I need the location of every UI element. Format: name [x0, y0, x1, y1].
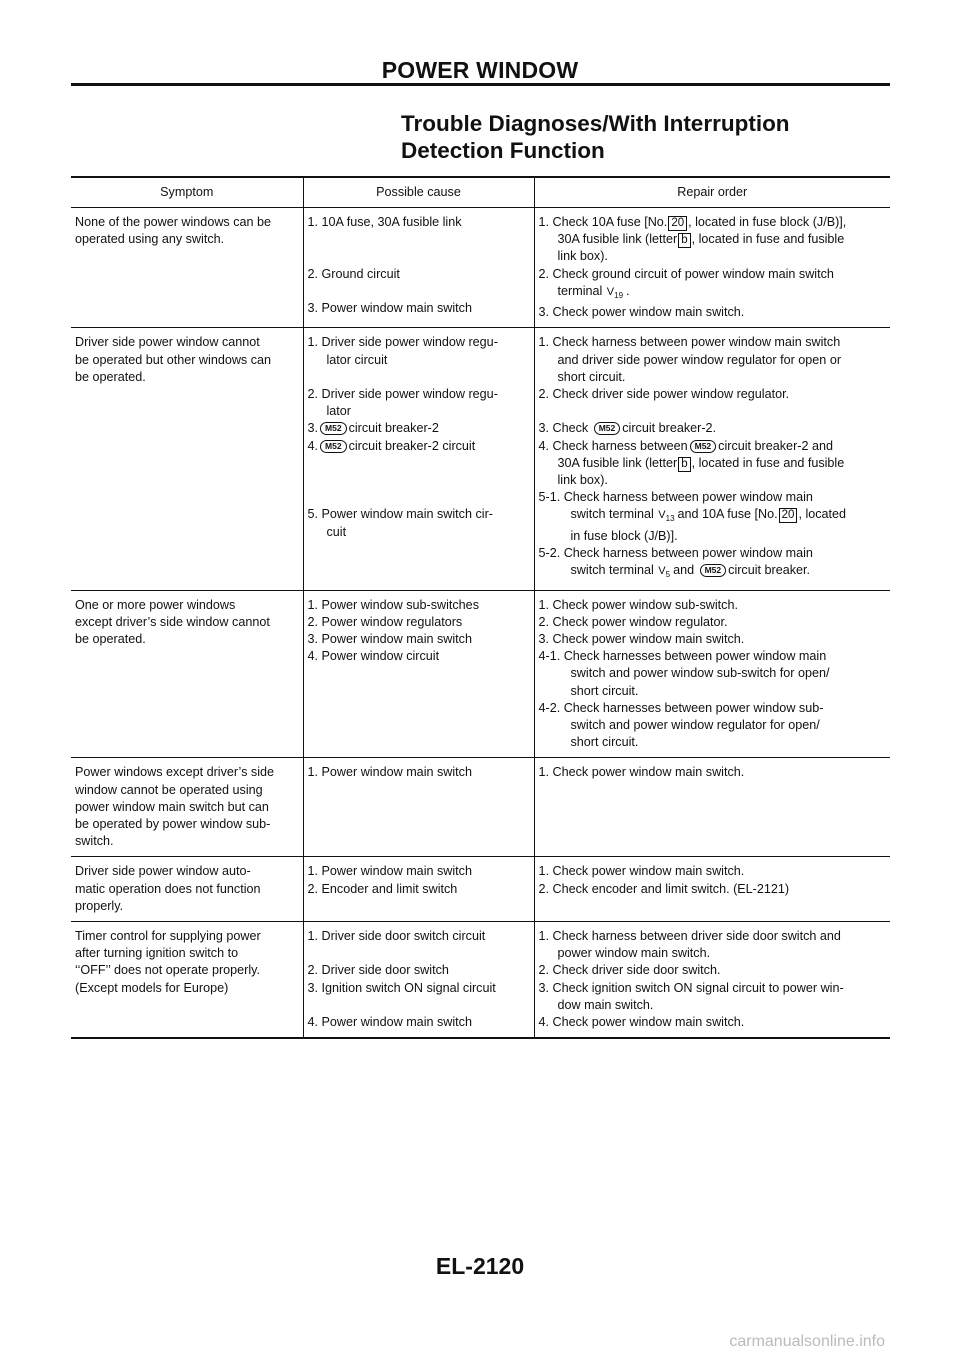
cause-line: 3. M52 circuit breaker-2 — [307, 421, 439, 436]
repair-line: short circuit. — [570, 735, 639, 750]
cause-cell — [303, 328, 534, 590]
connector-m52-icon: M52 — [594, 422, 621, 435]
repair-line: 3. Check ignition switch ON signal circuit to power win- — [538, 980, 844, 995]
cause-line: 3. Power window main switch — [307, 632, 472, 647]
terminal-v-icon: $V_5$ — [658, 565, 671, 580]
fuse-number-box: 20 — [779, 508, 798, 523]
repair-line: dow main switch. — [557, 997, 654, 1012]
symptom-line: switch. — [75, 834, 114, 849]
repair-line: 2. Check driver side power window regulator. — [538, 387, 790, 402]
cause-line: 3. Power window main switch — [307, 300, 472, 315]
repair-line: in fuse block (J/B)]. — [570, 528, 678, 543]
repair-line: switch and power window sub-switch for open/ — [570, 666, 830, 681]
table-row — [71, 922, 890, 1039]
repair-line: 2. Check driver side door switch. — [538, 963, 721, 978]
symptom-line: Driver side power window auto- — [75, 864, 251, 879]
repair-line: 1. Check power window sub-switch. — [538, 597, 738, 612]
section-title-line-2: Detection Function — [401, 138, 605, 163]
cause-line: 2. Power window regulators — [307, 614, 463, 629]
repair-line: short circuit. — [557, 369, 626, 384]
repair-cell — [534, 590, 890, 758]
repair-cell — [534, 208, 890, 328]
table-row — [71, 758, 890, 857]
cause-cell — [303, 857, 534, 922]
symptom-cell — [71, 857, 303, 922]
symptom-cell — [71, 590, 303, 758]
symptom-line: Timer control for supplying power — [75, 929, 261, 944]
repair-line: and driver side power window regulator for open or — [557, 352, 842, 367]
table-row — [71, 328, 890, 590]
cause-cell — [303, 590, 534, 758]
header-repair-order: Repair order — [534, 177, 890, 208]
terminal-v-icon: $V_{13}$ — [658, 509, 675, 524]
symptom-line: properly. — [75, 898, 124, 913]
cause-line: 1. Driver side power window regu- — [307, 335, 498, 350]
repair-line: 30A fusible link (letter b , located in fuse and fusible — [557, 455, 845, 470]
watermark: carmanualsonline.info — [729, 1333, 885, 1350]
repair-cell — [534, 857, 890, 922]
cause-line: lator — [326, 404, 351, 419]
repair-line: switch terminal $V_5$ and M52 circuit breaker. — [539, 562, 887, 583]
repair-line: 2. Check encoder and limit switch. (EL-2121) — [538, 881, 790, 896]
repair-line: 2. Check power window regulator. — [538, 614, 728, 629]
repair-line: power window main switch. — [557, 946, 711, 961]
symptom-line: (Except models for Europe) — [75, 980, 229, 995]
symptom-line: power window main switch but can — [75, 799, 269, 814]
cause-line: 3. Ignition switch ON signal circuit — [307, 980, 496, 995]
repair-line: 3. Check power window main switch. — [538, 632, 745, 647]
symptom-line: One or more power windows — [75, 597, 236, 612]
cause-line: 4. Power window circuit — [307, 649, 440, 664]
cause-cell — [303, 922, 534, 1039]
cause-line: 1. Power window sub-switches — [307, 597, 479, 612]
page-header-title: POWER WINDOW — [381, 57, 579, 83]
repair-line: 4-1. Check harnesses between power window main — [538, 649, 827, 664]
repair-line: 5-2. Check harness between power window main — [538, 546, 813, 561]
symptom-line: be operated. — [75, 632, 146, 647]
repair-line: link box). — [557, 473, 608, 488]
terminal-v-icon: $V_{19}$ — [606, 285, 624, 300]
cause-line: 2. Encoder and limit switch — [307, 881, 458, 896]
repair-line: 3. Check power window main switch. — [538, 305, 745, 320]
symptom-line: Power windows except driver’s side — [75, 765, 275, 780]
repair-cell — [534, 328, 890, 590]
repair-line: 4. Check harness between M52 circuit breaker-2 and — [538, 438, 833, 453]
table-row — [71, 590, 890, 758]
repair-line: 3. Check M52 circuit breaker-2. — [538, 421, 717, 436]
repair-line: 1. Check harness between driver side door switch and — [538, 929, 841, 944]
repair-cell — [534, 922, 890, 1039]
repair-line: 1. Check power window main switch. — [538, 864, 745, 879]
header-possible-cause: Possible cause — [303, 177, 534, 208]
cause-line: 1. Power window main switch — [307, 765, 472, 780]
symptom-line: be operated. — [75, 369, 146, 384]
repair-line: 2. Check ground circuit of power window main switch — [538, 266, 834, 281]
header-symptom: Symptom — [160, 184, 214, 199]
symptom-cell — [71, 328, 303, 590]
page-code: EL-2120 — [435, 1253, 525, 1279]
symptom-line: operated using any switch. — [75, 232, 225, 247]
repair-line: 1. Check harness between power window main switch — [538, 335, 841, 350]
cause-line: 4. Power window main switch — [307, 1015, 472, 1030]
cause-line: lator circuit — [326, 352, 388, 367]
symptom-line: window cannot be operated using — [75, 782, 263, 797]
symptom-line: except driver’s side window cannot — [75, 614, 270, 629]
fuse-number-box: 20 — [668, 216, 687, 231]
repair-cell — [534, 758, 890, 857]
section-title — [401, 110, 790, 164]
connector-m52-icon: M52 — [690, 440, 717, 453]
cause-line: 2. Ground circuit — [307, 266, 400, 281]
cause-line: cuit — [326, 524, 347, 539]
repair-line: link box). — [557, 249, 608, 264]
symptom-line: ‘‘OFF’’ does not operate properly. — [75, 963, 261, 978]
cause-cell — [303, 758, 534, 857]
symptom-cell — [71, 208, 303, 328]
connector-m52-icon: M52 — [320, 422, 347, 435]
table-row — [71, 857, 890, 922]
repair-line: 5-1. Check harness between power window main — [538, 490, 813, 505]
repair-line: switch terminal $V_{13}$ and 10A fuse [No. 20 , located — [539, 506, 887, 527]
repair-line: switch and power window regulator for open/ — [570, 718, 820, 733]
cause-line: 5. Power window main switch cir- — [307, 507, 493, 522]
repair-line: 4. Check power window main switch. — [538, 1015, 745, 1030]
connector-m52-icon: M52 — [700, 564, 727, 577]
repair-line: 1. Check 10A fuse [No. 20 , located in fuse block (J/B)], — [538, 215, 847, 229]
repair-line: short circuit. — [570, 683, 639, 698]
symptom-cell — [71, 922, 303, 1039]
table-row — [71, 208, 890, 328]
header-rule — [71, 83, 890, 86]
symptom-line: be operated by power window sub- — [75, 817, 271, 832]
symptom-cell — [71, 758, 303, 857]
symptom-line: be operated but other windows can — [75, 352, 272, 367]
cause-line: 1. 10A fuse, 30A fusible link — [307, 215, 462, 229]
connector-m52-icon: M52 — [320, 440, 347, 453]
cause-line: 2. Driver side door switch — [307, 963, 449, 978]
cause-cell — [303, 208, 534, 328]
table-header-row — [71, 177, 890, 208]
repair-line: 30A fusible link (letter b , located in fuse and fusible — [557, 232, 845, 247]
symptom-line: None of the power windows can be — [75, 215, 272, 229]
symptom-line: matic operation does not function — [75, 881, 261, 896]
symptom-line: Driver side power window cannot — [75, 335, 260, 350]
fusible-link-letter-box: b — [678, 233, 690, 248]
cause-line: 4. M52 circuit breaker-2 circuit — [307, 438, 476, 453]
fusible-link-letter-box: b — [678, 457, 690, 472]
repair-line: 4-2. Check harnesses between power window sub- — [538, 700, 824, 715]
trouble-diagnoses-table — [71, 176, 890, 1039]
repair-line: terminal $V_{19}$ . — [539, 283, 887, 304]
symptom-line: after turning ignition switch to — [75, 946, 239, 961]
section-title-line-1: Trouble Diagnoses/With Interruption — [401, 111, 790, 136]
cause-line: 1. Driver side door switch circuit — [307, 929, 486, 944]
cause-line: 2. Driver side power window regu- — [307, 387, 498, 401]
repair-line: 1. Check power window main switch. — [538, 765, 745, 780]
cause-line: 1. Power window main switch — [307, 864, 472, 879]
